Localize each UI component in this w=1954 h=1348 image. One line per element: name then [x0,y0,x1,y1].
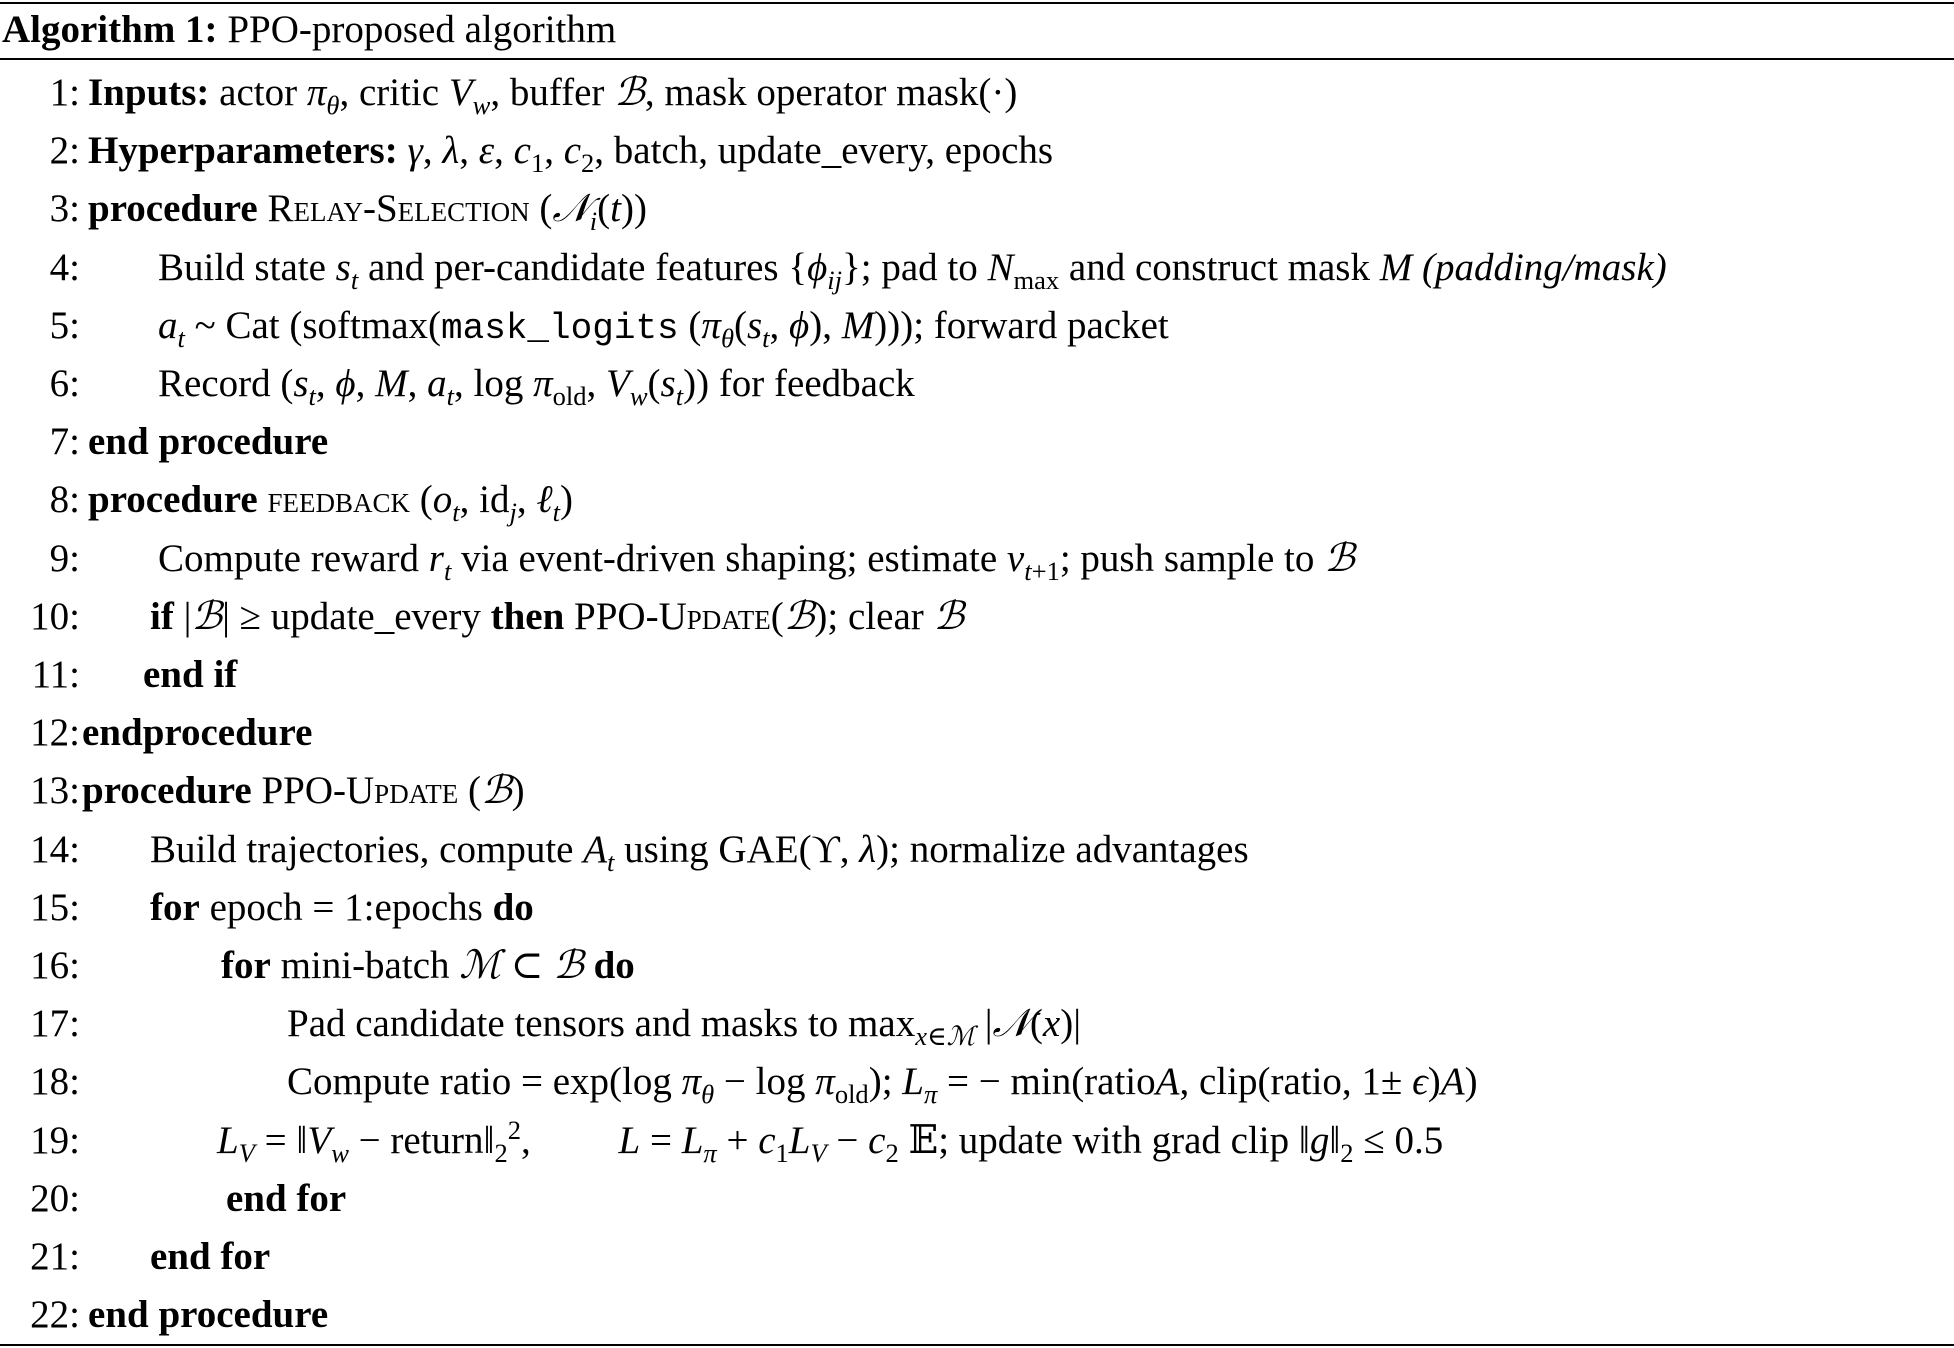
algorithm-line [0,530,1954,588]
algorithm-line [0,879,1954,937]
algorithm-line [0,239,1954,297]
algorithm-line [0,1053,1954,1111]
line-text: Hyperparameters: γ, λ, ε, $c_1$, $c_2$, batch, update_every, epochs [88,129,1054,178]
line-number: 14: [30,827,80,871]
algorithm-line [0,1112,1954,1170]
algorithm-line [0,1228,1954,1286]
line-number: 20: [30,1176,80,1220]
algorithm-line [0,64,1954,122]
line-text: $L_V$ = $‖V_w$ − $return‖_2^2$, $L = L_\pi + c_1L_V - c_2$ 𝔼; update with grad clip $‖g‖_2 \le 0.5$ [217,1114,1444,1168]
line-text: Compute ratio = exp(log $\pi_\theta - \log \pi_{old}$); $L_\pi$ = − min(ratioA, clip(ratio, 1± ϵ)A) [287,1060,1478,1110]
line-number: 13: [30,769,80,813]
line-number: 6: [49,362,80,405]
line-text: Pad candidate tensors and masks to $\max_{x\in ℳ}$ |𝒩(x)| [287,1001,1082,1052]
algorithm-line [0,821,1954,879]
line-text: Compute reward $r_t$ via event-driven shaping; estimate $v_{t+1}$; push sample to ℬ [158,535,1355,586]
line-text: Build trajectories, compute $A_t$ using GAE(ϒ, λ); normalize advantages [150,827,1249,877]
line-number: 5: [49,303,80,347]
line-number: 11: [31,653,80,696]
algorithm-line [0,1286,1954,1344]
algorithm-line [0,355,1954,413]
line-number: 19: [30,1118,80,1162]
line-text: for epoch = 1:epochs do [150,885,534,929]
line-number: 4: [49,245,80,289]
caption-title: PPO-proposed algorithm [227,8,617,51]
line-text: procedure PPO-Update (ℬ) [82,768,525,814]
line-text: end for [150,1235,271,1278]
algorithm-line [0,122,1954,180]
line-number: 18: [30,1060,80,1104]
line-number: 21: [30,1235,80,1278]
line-number: 2: [49,129,80,173]
line-number: 3: [49,187,80,231]
line-number: 12: [30,711,80,755]
line-text: end procedure [88,420,329,464]
algorithm-line [0,937,1954,995]
algorithm-line [0,588,1954,646]
line-number: 8: [49,478,80,522]
algorithm-line [0,704,1954,762]
line-number: 10: [30,594,80,638]
algorithm-line [0,180,1954,238]
line-number: 17: [30,1002,80,1046]
line-number: 7: [49,420,80,464]
algorithm-line [0,1170,1954,1228]
line-text: $a_t$ ~ Cat (softmax(mask_logits ($\pi_\theta(s_t$, ϕ), M))); forward packet [158,303,1169,353]
line-number: 16: [30,944,80,987]
line-text: end if [143,653,238,696]
line-text: Inputs: actor $\pi_\theta$, critic $V_w$, buffer ℬ, mask operator mask(·) [88,70,1018,120]
bottom-rule [0,1344,1954,1346]
algorithm-line [0,297,1954,355]
line-text: end procedure [88,1293,329,1337]
line-number: 1: [49,71,80,114]
algorithm-caption [2,3,616,57]
line-text: Record ($s_t$, ϕ, M, $a_t$, $\log \pi_{old}$, $V_w(s_t)$) for feedback [158,362,915,411]
algorithm-line [0,471,1954,529]
algorithm-line [0,762,1954,820]
caption-label: Algorithm 1: [2,8,218,51]
algorithm-line [0,646,1954,704]
line-text: end for [226,1176,347,1220]
line-text: if |ℬ| ≥ update_every then PPO-Update(ℬ); clear ℬ [150,593,965,639]
line-text: endprocedure [82,711,313,755]
line-text: for mini-batch ℳ ⊂ ℬ do [221,943,635,988]
line-number: 22: [30,1293,80,1337]
line-number: 15: [30,885,80,929]
line-text: Build state $s_t$ and per-candidate features $\{\phi_{ij}\}$; pad to $N_{max}$ and construct mask M (padding/mask) [158,245,1667,295]
caption-rule [0,58,1954,60]
algorithm-line [0,413,1954,471]
line-text: procedure Relay-Selection (𝒩$_i$(t)) [88,186,647,237]
algorithm-line [0,995,1954,1053]
line-text: procedure feedback ($o_t$, $id_j$, ℓ$_t$) [88,478,573,528]
line-number: 9: [49,536,80,580]
